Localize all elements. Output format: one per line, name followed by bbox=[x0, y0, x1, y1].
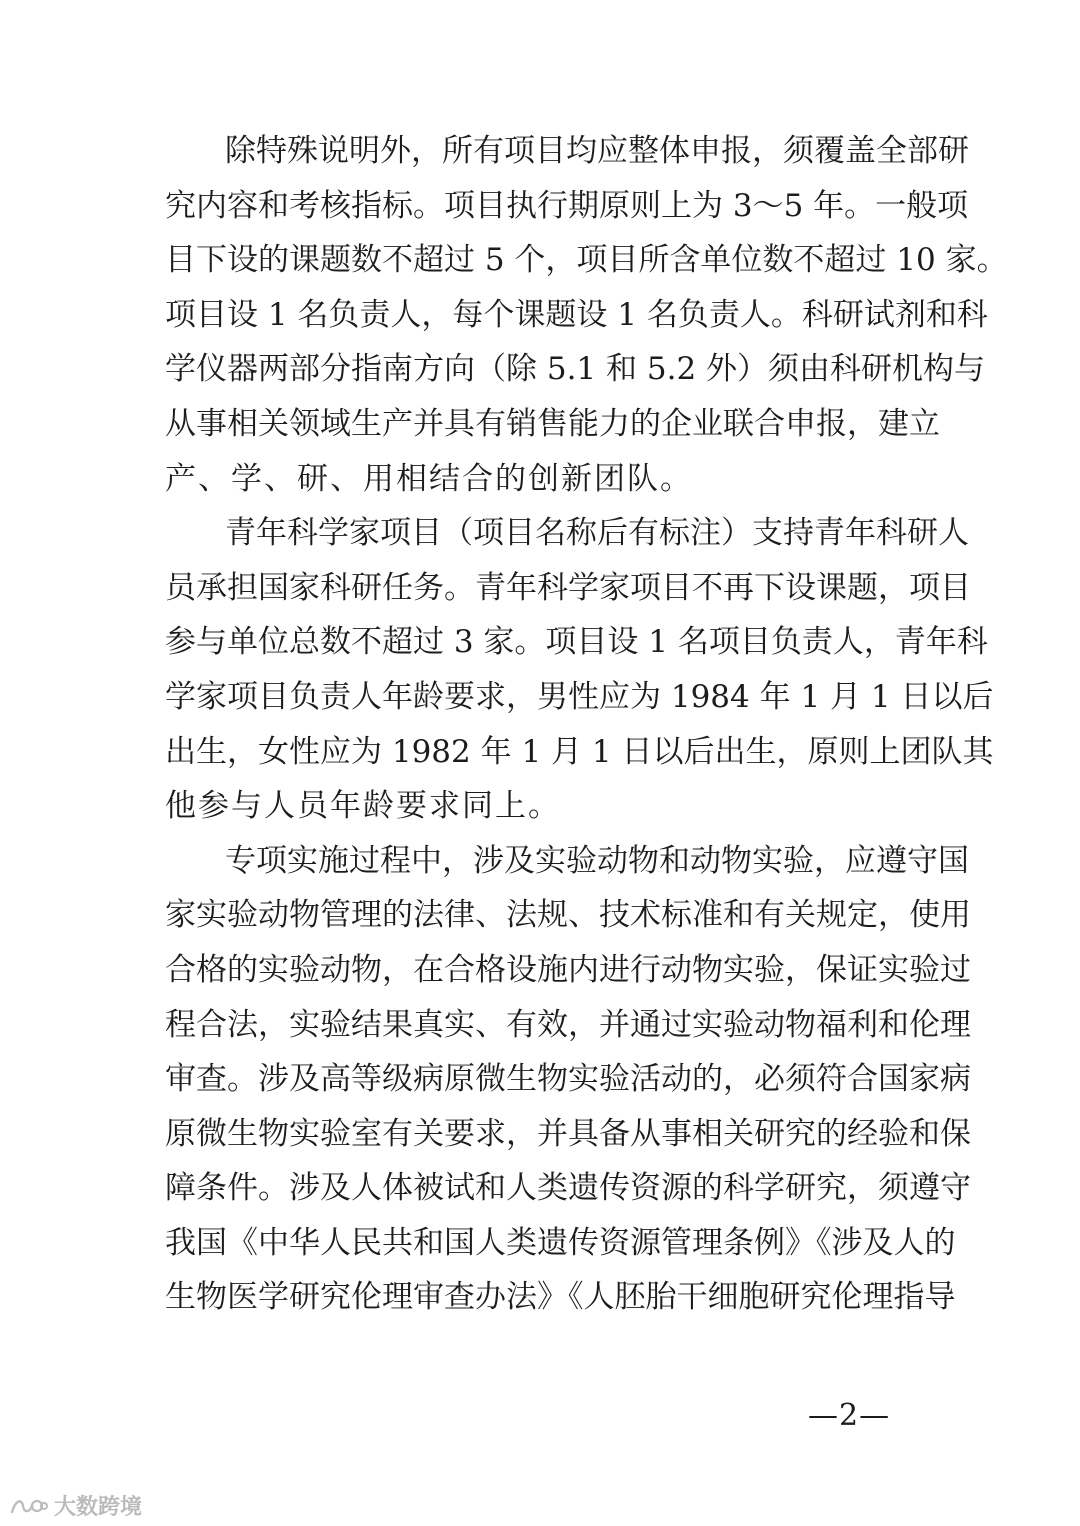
text-line: 除特殊说明外，所有项目均应整体申报，须覆盖全部研 bbox=[225, 133, 969, 169]
text-line: 生物医学研究伦理审查办法》《人胚胎干细胞研究伦理指导 bbox=[165, 1279, 956, 1316]
text-line: 员承担国家科研任务。青年科学家项目不再下设课题，项目 bbox=[165, 569, 971, 606]
text-line: 目下设的课题数不超过 5 个，项目所含单位数不超过 10 家。 bbox=[165, 242, 1008, 279]
text-line: 家实验动物管理的法律、法规、技术标准和有关规定，使用 bbox=[165, 897, 971, 934]
text-line: 出生，女性应为 1982 年 1 月 1 日以后出生，原则上团队其 bbox=[165, 733, 994, 770]
watermark-text: 大数跨境 bbox=[54, 1495, 143, 1520]
watermark-logo-icon bbox=[8, 1495, 48, 1517]
text-line: 合格的实验动物，在合格设施内进行动物实验，保证实验过 bbox=[165, 951, 971, 988]
text-line: 学仪器两部分指南方向（除 5.1 和 5.2 外）须由科研机构与 bbox=[165, 351, 986, 388]
text-line: 从事相关领域生产并具有销售能力的企业联合申报，建立 bbox=[165, 405, 940, 442]
text-line: 程合法，实验结果真实、有效，并通过实验动物福利和伦理 bbox=[165, 1006, 971, 1043]
watermark bbox=[8, 1490, 142, 1521]
text-line: 审查。涉及高等级病原微生物实验活动的，必须符合国家病 bbox=[165, 1061, 971, 1098]
text-line: 究内容和考核指标。项目执行期原则上为 3～5 年。一般项 bbox=[165, 187, 969, 224]
text-line: 他参与人员年龄要求同上。 bbox=[165, 788, 561, 825]
text-line: 青年科学家项目（项目名称后有标注）支持青年科研人 bbox=[225, 515, 969, 552]
text-line: 学家项目负责人年龄要求，男性应为 1984 年 1 月 1 日以后 bbox=[165, 678, 994, 715]
body-text bbox=[165, 124, 1008, 1325]
text-line: 障条件。涉及人体被试和人类遗传资源的科学研究，须遵守 bbox=[165, 1170, 971, 1207]
text-line: 参与单位总数不超过 3 家。项目设 1 名项目负责人，青年科 bbox=[165, 624, 988, 661]
text-line: 产、学、研、用相结合的创新团队。 bbox=[165, 460, 693, 497]
text-line: 项目设 1 名负责人，每个课题设 1 名负责人。科研试剂和科 bbox=[165, 296, 988, 333]
text-line: 我国《中华人民共和国人类遗传资源管理条例》《涉及人的 bbox=[165, 1224, 956, 1261]
page-number: —2— bbox=[808, 1398, 891, 1433]
text-line: 原微生物实验室有关要求，并具备从事相关研究的经验和保 bbox=[165, 1115, 971, 1152]
text-line: 专项实施过程中，涉及实验动物和动物实验，应遵守国 bbox=[225, 842, 969, 879]
